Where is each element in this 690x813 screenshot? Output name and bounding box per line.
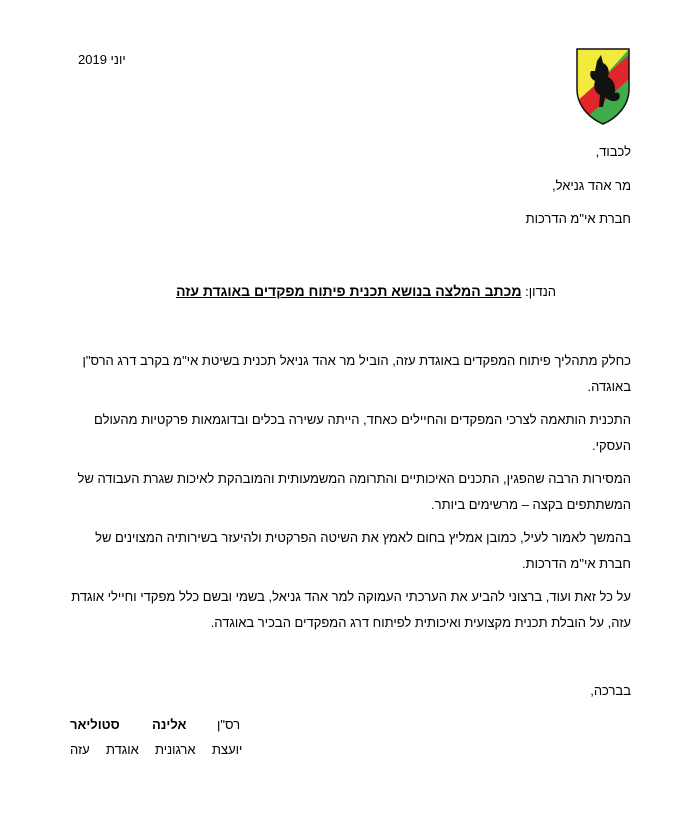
address-greeting: לכבוד, (595, 144, 631, 159)
address-name: מר אהד גניאל, (551, 178, 631, 193)
subject-line (0, 283, 556, 299)
body-paragraph-5: על כל זאת ועוד, ברצוני להביע את הערכתי העמוקה למר אהד גניאל, בשמי ובשם כלל מפקדי וחיילי אוגדת עזה, על הובלת תכנית מקצועית ואיכותית לפיתוח דרג המפקדים הבכיר באוגדה. (71, 589, 631, 630)
signature-last-name: סטוליאר (70, 717, 120, 732)
body-paragraph-2: התכנית הותאמה לצרכי המפקדים והחיילים כאחד, הייתה עשירה בכלים ובדוגמאות פרקטיות מהעולם העסקי. (94, 412, 631, 453)
signature-unit-1: אוגדת (106, 742, 139, 757)
unit-emblem-icon (575, 47, 631, 125)
signature-first-name: אלינה (152, 717, 187, 732)
subject-label: הנדון: (525, 284, 556, 299)
signature-role-2: ארגונית (155, 742, 196, 757)
body-paragraph-4: בהמשך לאמור לעיל, כמובן אמליץ בחום לאמץ את השיטה הפרקטית ולהיעזר בשירותיה המצוינים של חברת אי"מ הדרכות. (95, 530, 631, 571)
letter-date: יוני 2019 (78, 52, 126, 67)
subject-title: מכתב המלצה בנושא תכנית פיתוח מפקדים באוגדת עזה (176, 283, 522, 299)
signature-unit-2: עזה (70, 742, 90, 757)
body-paragraph-1: כחלק מתהליך פיתוח המפקדים באוגדת עזה, הוביל מר אהד גניאל תכנית בשיטת אי"מ בקרב דרג הרס"ן באוגדה. (82, 353, 631, 394)
signature-role-1: יועצת (212, 742, 243, 757)
signature-rank: רס"ן (217, 717, 241, 732)
body-paragraph-3: המסירות הרבה שהפגין, התכנים האיכותיים והתרומה המשמעותית והמובהקת לאיכות שגרת העבודה של המשתתפים בקצה – מרשימים ביותר. (77, 471, 631, 512)
address-company: חברת אי"מ הדרכות (525, 211, 631, 226)
closing: בברכה, (590, 683, 631, 698)
